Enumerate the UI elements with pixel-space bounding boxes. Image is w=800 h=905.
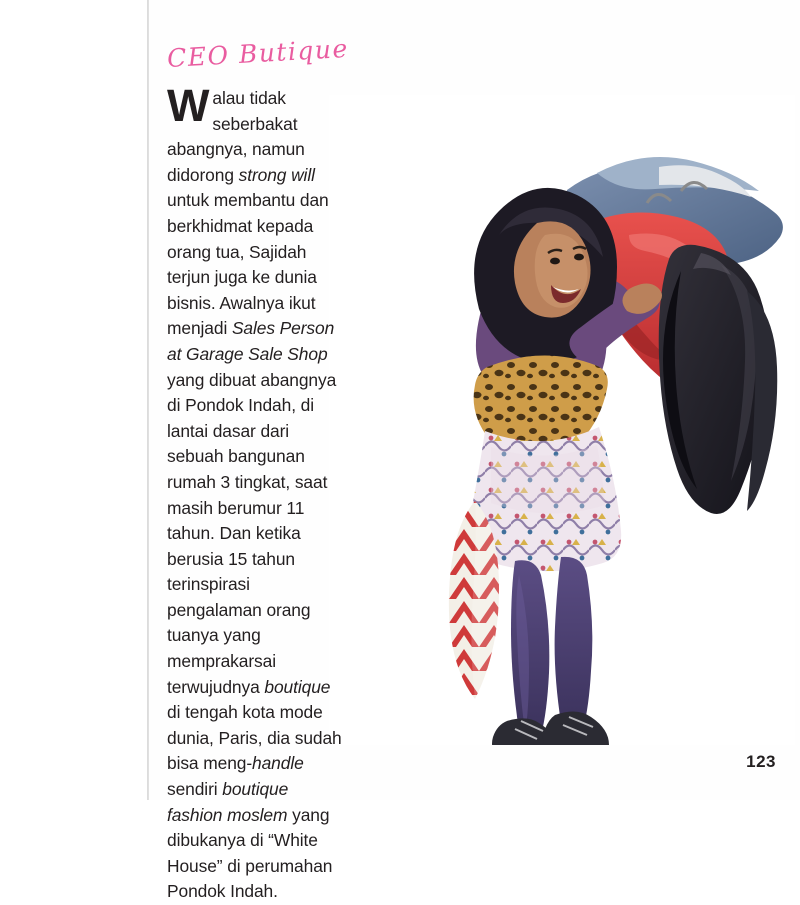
body-part-4: yang dibuat abangnya di Pondok Indah, di lantai dasar dari sebuah bangunan rumah 3 tingkat, saat masih berumur 11 tahun. Dan ketika berusia 15 tahun terinspirasi pengalaman orang tuanya yang memprakarsai terwujudnya	[167, 369, 337, 697]
article-body	[167, 80, 343, 905]
body-part-7: handle	[252, 753, 304, 774]
body-part-5: boutique	[264, 676, 331, 697]
body-part-1: strong will	[238, 164, 315, 185]
photo-woman-carrying-clothes	[329, 95, 795, 745]
page-number: 123	[746, 752, 776, 771]
body-part-3: Sales Person at Garage Sale Shop	[167, 318, 335, 364]
body-part-2: untuk membantu dan berkhidmat kepada orang tua, Sajidah terjun juga ke dunia bisnis. Awalnya ikut menjadi	[167, 190, 329, 339]
page-sheet	[149, 0, 800, 902]
drop-cap: W	[167, 80, 210, 131]
page-gutter	[0, 0, 148, 800]
body-part-6: di tengah kota mode dunia, Paris, dia sudah bisa meng-	[167, 702, 342, 774]
body-part-8: sendiri	[167, 779, 223, 800]
body-part-10: yang dibukanya di “White House” di perumahan Pondok Indah.	[167, 804, 333, 902]
photo-illustration	[329, 95, 795, 745]
article-paragraph	[167, 80, 343, 905]
body-part-0: alau tidak seberbakat abangnya, namun didorong	[167, 88, 305, 185]
body-part-9: boutique fashion moslem	[167, 779, 289, 825]
section-heading: CEO Butique	[166, 33, 350, 73]
